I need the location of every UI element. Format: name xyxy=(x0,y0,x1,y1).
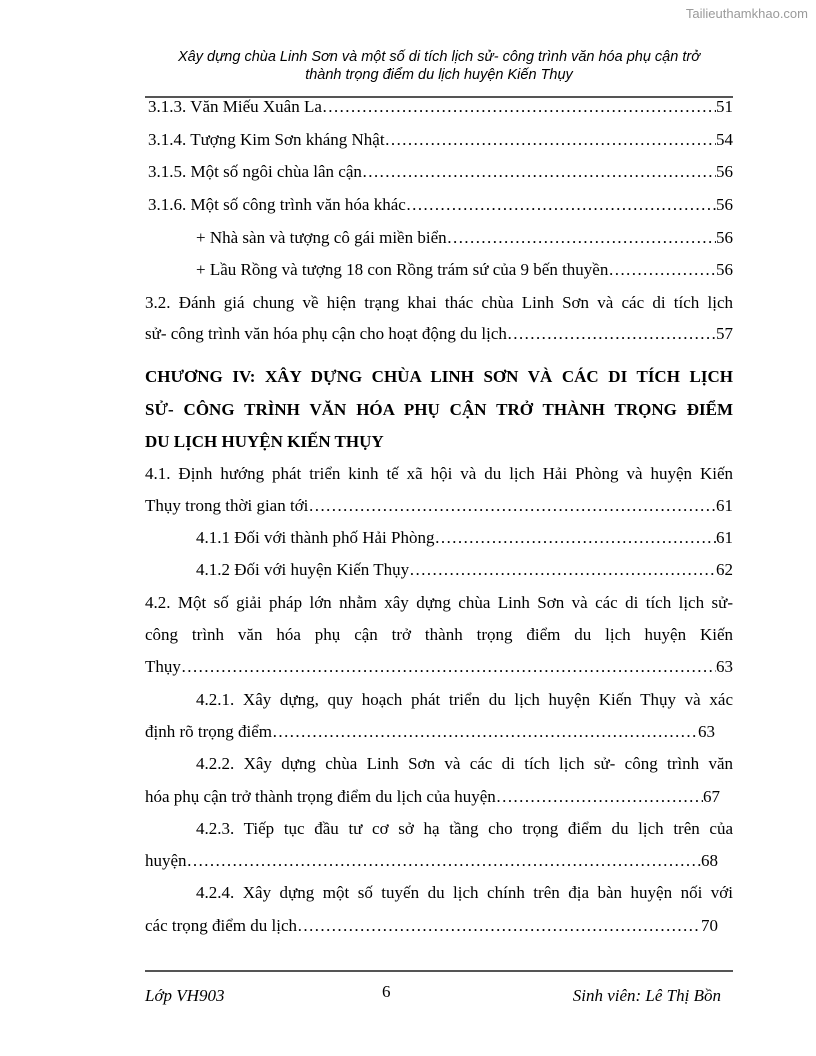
toc-title: Thụy trong thời gian tới xyxy=(145,496,309,515)
toc-page: 61 xyxy=(716,528,733,547)
toc-entry-line: 4.2.2. Xây dựng chùa Linh Sơn và các di tích lịch sử- công trình văn xyxy=(196,754,733,773)
dot-leader xyxy=(409,558,716,582)
toc-entry xyxy=(148,193,733,217)
toc-title: 4.1.1 Đối với thành phố Hải Phòng xyxy=(196,528,435,547)
dot-leader xyxy=(385,128,716,152)
toc-page: 51 xyxy=(716,97,733,116)
toc-entry xyxy=(145,494,733,518)
toc-entry xyxy=(145,849,718,873)
dot-leader xyxy=(434,526,716,550)
dot-leader xyxy=(297,914,701,938)
toc-entry-line: 4.2.4. Xây dựng một số tuyến du lịch chính trên địa bàn huyện nối với xyxy=(196,883,733,902)
toc-title: sử- công trình văn hóa phụ cận cho hoạt động du lịch xyxy=(145,324,507,343)
toc-entry-line: 4.2. Một số giải pháp lớn nhằm xây dựng chùa Linh Sơn và các di tích lịch sử- xyxy=(145,593,733,612)
toc-title: + Lầu Rồng và tượng 18 con Rồng trám sứ của 9 bến thuyền xyxy=(196,260,609,279)
toc-entry xyxy=(196,258,733,282)
toc-title: 4.1.2 Đối với huyện Kiến Thụy xyxy=(196,560,410,579)
toc-page: 67 xyxy=(703,787,720,806)
toc-page: 61 xyxy=(716,496,733,515)
toc-entry xyxy=(196,558,733,582)
toc-entry xyxy=(145,322,733,346)
watermark: Tailieuthamkhao.com xyxy=(685,6,808,21)
toc-title: 3.1.4. Tượng Kim Sơn kháng Nhật xyxy=(148,130,385,149)
dot-leader xyxy=(406,193,716,217)
toc-entry-line: 3.2. Đánh giá chung về hiện trạng khai thác chùa Linh Sơn và các di tích lịch xyxy=(145,293,733,312)
dot-leader xyxy=(187,849,701,873)
toc-page: 62 xyxy=(716,560,733,579)
dot-leader xyxy=(447,226,716,250)
chapter-heading-line: DU LỊCH HUYỆN KIẾN THỤY xyxy=(145,432,384,451)
toc-title: Thụy xyxy=(145,657,181,676)
dot-leader xyxy=(272,720,698,744)
toc-page: 54 xyxy=(716,130,733,149)
toc-entry xyxy=(148,95,733,119)
toc-page: 57 xyxy=(716,324,733,343)
toc-entry xyxy=(145,785,720,809)
footer-student: Sinh viên: Lê Thị Bồn xyxy=(572,986,721,1005)
chapter-heading-line: CHƯƠNG IV: XÂY DỰNG CHÙA LINH SƠN VÀ CÁC DI TÍCH LỊCH xyxy=(145,367,733,386)
chapter-heading-line: SỬ- CÔNG TRÌNH VĂN HÓA PHỤ CẬN TRỞ THÀNH TRỌNG ĐIỂM xyxy=(145,400,733,419)
toc-page: 56 xyxy=(716,195,733,214)
toc-entry-line: 4.1. Định hướng phát triển kinh tế xã hội và du lịch Hải Phòng và huyện Kiến xyxy=(145,464,733,483)
toc-page: 63 xyxy=(716,657,733,676)
toc-page: 56 xyxy=(716,162,733,181)
dot-leader xyxy=(496,785,703,809)
toc-title: 3.1.6. Một số công trình văn hóa khác xyxy=(148,195,406,214)
toc-title: 3.1.3. Văn Miếu Xuân La xyxy=(148,97,322,116)
toc-entry xyxy=(145,655,733,679)
toc-page: 70 xyxy=(701,916,718,935)
toc-entry xyxy=(196,526,733,550)
footer-class: Lớp VH903 xyxy=(145,986,225,1005)
toc-entry xyxy=(148,128,733,152)
dot-leader xyxy=(608,258,716,282)
toc-page: 56 xyxy=(716,260,733,279)
toc-title: các trọng điểm du lịch xyxy=(145,916,298,935)
footer-rule xyxy=(145,970,733,972)
dot-leader xyxy=(362,160,716,184)
dot-leader xyxy=(181,655,716,679)
toc-page: 63 xyxy=(698,722,715,741)
toc-entry xyxy=(145,720,715,744)
toc-entry-line: 4.2.3. Tiếp tục đầu tư cơ sở hạ tầng cho trọng điểm du lịch trên của xyxy=(196,819,733,838)
toc-entry xyxy=(145,914,718,938)
running-header xyxy=(145,48,733,84)
dot-leader xyxy=(322,95,716,119)
toc-page: 56 xyxy=(716,228,733,247)
toc-entry xyxy=(196,226,733,250)
toc-title: huyện xyxy=(145,851,187,870)
header-line-1: Xây dựng chùa Linh Sơn và một số di tích lịch sử- công trình văn hóa phụ cận trở xyxy=(178,49,700,65)
toc-title: hóa phụ cận trở thành trọng điểm du lịch của huyện xyxy=(145,787,496,806)
toc-page: 68 xyxy=(701,851,718,870)
toc-title: 3.1.5. Một số ngôi chùa lân cận xyxy=(148,162,362,181)
dot-leader xyxy=(308,494,716,518)
toc-title: + Nhà sàn và tượng cô gái miền biển xyxy=(196,228,447,247)
toc-entry xyxy=(148,160,733,184)
header-line-2: thành trọng điểm du lịch huyện Kiến Thụy xyxy=(305,67,573,83)
dot-leader xyxy=(507,322,716,346)
page-number: 6 xyxy=(382,982,391,1001)
toc-title: định rõ trọng điểm xyxy=(145,722,273,741)
toc-entry-line: công trình văn hóa phụ cận trở thành trọng điểm du lịch huyện Kiến xyxy=(145,625,733,644)
toc-entry-line: 4.2.1. Xây dựng, quy hoạch phát triển du lịch huyện Kiến Thụy và xác xyxy=(196,690,733,709)
